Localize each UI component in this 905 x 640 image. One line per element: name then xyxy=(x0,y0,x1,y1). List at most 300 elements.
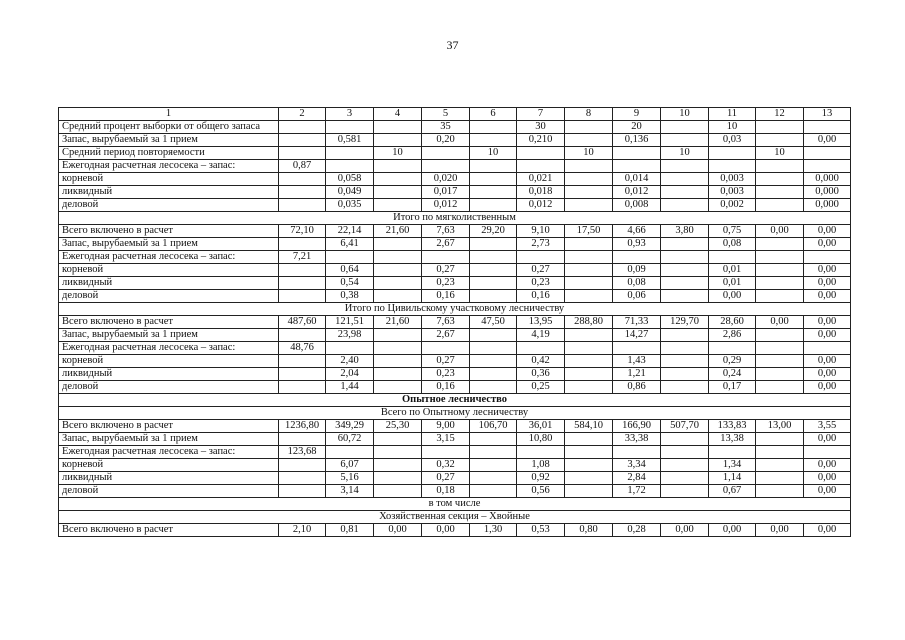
table-cell: 1236,80 xyxy=(279,420,326,433)
table-cell xyxy=(565,355,613,368)
table-cell: 0,00 xyxy=(804,264,851,277)
table-cell xyxy=(374,173,422,186)
table-cell: 0,00 xyxy=(756,524,804,537)
table-row xyxy=(59,368,851,381)
row-label: Ежегодная расчетная лесосека – запас: xyxy=(59,160,279,173)
row-label: Запас, вырубаемый за 1 прием xyxy=(59,134,279,147)
table-cell: 0,003 xyxy=(709,186,756,199)
table-cell xyxy=(374,121,422,134)
table-cell xyxy=(374,485,422,498)
table-cell xyxy=(374,199,422,212)
table-cell: 0,00 xyxy=(804,134,851,147)
table-cell: 6,07 xyxy=(326,459,374,472)
table-row xyxy=(59,316,851,329)
table-cell xyxy=(709,251,756,264)
table-cell: 10 xyxy=(565,147,613,160)
table-cell xyxy=(565,459,613,472)
table-cell xyxy=(422,147,470,160)
table-cell xyxy=(613,251,661,264)
table-cell: 13,95 xyxy=(517,316,565,329)
table-cell: 0,75 xyxy=(709,225,756,238)
forest-data-table xyxy=(58,107,851,537)
table-cell: 0,00 xyxy=(804,329,851,342)
table-cell xyxy=(565,121,613,134)
row-label: Ежегодная расчетная лесосека – запас: xyxy=(59,251,279,264)
row-label: корневой xyxy=(59,355,279,368)
table-cell: 0,16 xyxy=(517,290,565,303)
table-cell: 10 xyxy=(661,147,709,160)
table-cell: 0,01 xyxy=(709,277,756,290)
table-row xyxy=(59,238,851,251)
table-cell xyxy=(804,446,851,459)
section-title: Хозяйственная секция – Хвойные xyxy=(59,511,851,524)
table-cell: 2,10 xyxy=(279,524,326,537)
table-cell: 0,136 xyxy=(613,134,661,147)
row-label: корневой xyxy=(59,173,279,186)
table-row xyxy=(59,446,851,459)
table-cell xyxy=(470,238,517,251)
table-cell xyxy=(709,147,756,160)
table-row xyxy=(59,420,851,433)
table-cell: 0,03 xyxy=(709,134,756,147)
table-cell: 0,81 xyxy=(326,524,374,537)
table-cell: 0,00 xyxy=(804,524,851,537)
table-cell xyxy=(565,290,613,303)
table-cell xyxy=(470,251,517,264)
table-cell xyxy=(804,251,851,264)
column-number-header: 13 xyxy=(804,108,851,121)
table-cell xyxy=(565,251,613,264)
table-cell: 13,00 xyxy=(756,420,804,433)
table-cell: 0,93 xyxy=(613,238,661,251)
table-cell xyxy=(804,147,851,160)
table-cell xyxy=(517,446,565,459)
table-cell: 288,80 xyxy=(565,316,613,329)
table-cell xyxy=(279,290,326,303)
table-cell: 0,000 xyxy=(804,186,851,199)
row-label: деловой xyxy=(59,199,279,212)
table-cell xyxy=(661,446,709,459)
table-cell: 0,00 xyxy=(804,381,851,394)
table-cell xyxy=(661,121,709,134)
table-cell: 584,10 xyxy=(565,420,613,433)
table-cell: 133,83 xyxy=(709,420,756,433)
table-cell: 0,00 xyxy=(804,316,851,329)
section-title: Итого по мягколиственным xyxy=(59,212,851,225)
table-cell: 0,00 xyxy=(804,225,851,238)
row-label: Ежегодная расчетная лесосека – запас: xyxy=(59,446,279,459)
table-cell xyxy=(756,355,804,368)
table-cell xyxy=(374,186,422,199)
table-cell xyxy=(565,433,613,446)
table-cell: 0,16 xyxy=(422,290,470,303)
table-cell: 0,00 xyxy=(709,290,756,303)
table-cell: 2,40 xyxy=(326,355,374,368)
table-cell xyxy=(661,368,709,381)
table-cell: 3,14 xyxy=(326,485,374,498)
table-cell: 0,049 xyxy=(326,186,374,199)
table-cell xyxy=(422,160,470,173)
table-cell: 0,29 xyxy=(709,355,756,368)
table-cell xyxy=(470,186,517,199)
table-cell: 36,01 xyxy=(517,420,565,433)
table-row xyxy=(59,225,851,238)
table-cell: 1,14 xyxy=(709,472,756,485)
table-cell xyxy=(565,381,613,394)
table-cell xyxy=(565,186,613,199)
table-cell: 349,29 xyxy=(326,420,374,433)
table-cell: 22,14 xyxy=(326,225,374,238)
table-cell: 0,00 xyxy=(804,459,851,472)
column-number-header: 6 xyxy=(470,108,517,121)
table-cell: 0,23 xyxy=(517,277,565,290)
table-cell: 0,32 xyxy=(422,459,470,472)
table-cell xyxy=(470,160,517,173)
table-cell xyxy=(565,199,613,212)
table-cell: 121,51 xyxy=(326,316,374,329)
table-cell xyxy=(709,446,756,459)
table-row xyxy=(59,290,851,303)
table-cell xyxy=(756,186,804,199)
table-cell: 0,581 xyxy=(326,134,374,147)
table-cell: 129,70 xyxy=(661,316,709,329)
column-number-header: 9 xyxy=(613,108,661,121)
table-cell xyxy=(279,485,326,498)
table-cell: 0,56 xyxy=(517,485,565,498)
table-cell xyxy=(756,485,804,498)
section-row xyxy=(59,394,851,407)
row-label: корневой xyxy=(59,459,279,472)
table-row xyxy=(59,472,851,485)
row-label: ликвидный xyxy=(59,472,279,485)
table-cell xyxy=(470,199,517,212)
table-cell: 1,30 xyxy=(470,524,517,537)
table-cell xyxy=(374,290,422,303)
table-cell xyxy=(470,277,517,290)
section-row xyxy=(59,407,851,420)
table-cell: 35 xyxy=(422,121,470,134)
table-cell: 2,86 xyxy=(709,329,756,342)
table-cell: 21,60 xyxy=(374,225,422,238)
table-cell xyxy=(470,433,517,446)
column-number-header: 2 xyxy=(279,108,326,121)
table-cell xyxy=(565,368,613,381)
table-cell: 0,00 xyxy=(756,316,804,329)
table-row xyxy=(59,342,851,355)
table-cell: 1,34 xyxy=(709,459,756,472)
table-cell xyxy=(279,277,326,290)
table-cell xyxy=(661,433,709,446)
column-number-header: 11 xyxy=(709,108,756,121)
table-cell xyxy=(279,381,326,394)
table-cell xyxy=(279,264,326,277)
table-cell xyxy=(374,368,422,381)
table-cell xyxy=(374,251,422,264)
table-cell xyxy=(279,329,326,342)
row-label: деловой xyxy=(59,381,279,394)
table-cell xyxy=(326,121,374,134)
table-cell: 7,63 xyxy=(422,316,470,329)
column-number-header: 7 xyxy=(517,108,565,121)
table-cell: 0,00 xyxy=(804,472,851,485)
table-cell: 0,24 xyxy=(709,368,756,381)
table-cell: 72,10 xyxy=(279,225,326,238)
table-cell xyxy=(279,459,326,472)
table-cell: 0,012 xyxy=(613,186,661,199)
table-cell: 2,84 xyxy=(613,472,661,485)
table-cell xyxy=(565,277,613,290)
table-cell: 0,27 xyxy=(517,264,565,277)
table-cell xyxy=(279,472,326,485)
table-cell xyxy=(661,277,709,290)
section-row xyxy=(59,303,851,316)
table-cell: 4,66 xyxy=(613,225,661,238)
section-title: Итого по Цивильскому участковому лесничеству xyxy=(59,303,851,316)
table-header-row xyxy=(59,108,851,121)
table-cell xyxy=(374,472,422,485)
table-row xyxy=(59,459,851,472)
table-cell: 0,28 xyxy=(613,524,661,537)
table-cell xyxy=(661,134,709,147)
table-cell xyxy=(613,147,661,160)
table-cell: 0,38 xyxy=(326,290,374,303)
table-cell: 0,00 xyxy=(804,485,851,498)
row-label: Всего включено в расчет xyxy=(59,524,279,537)
table-cell xyxy=(565,160,613,173)
table-cell: 0,00 xyxy=(804,290,851,303)
table-cell xyxy=(374,134,422,147)
table-cell: 0,27 xyxy=(422,472,470,485)
table-cell: 0,014 xyxy=(613,173,661,186)
table-cell xyxy=(470,134,517,147)
row-label: деловой xyxy=(59,290,279,303)
table-cell: 0,09 xyxy=(613,264,661,277)
table-cell: 0,80 xyxy=(565,524,613,537)
table-cell xyxy=(374,160,422,173)
row-label: ликвидный xyxy=(59,186,279,199)
table-body xyxy=(59,108,851,537)
table-cell xyxy=(565,446,613,459)
table-cell: 0,00 xyxy=(804,433,851,446)
row-label: Всего включено в расчет xyxy=(59,316,279,329)
table-cell xyxy=(661,238,709,251)
table-cell: 14,27 xyxy=(613,329,661,342)
row-label: ликвидный xyxy=(59,277,279,290)
table-cell xyxy=(613,446,661,459)
table-cell xyxy=(279,147,326,160)
table-cell xyxy=(374,446,422,459)
table-cell xyxy=(661,472,709,485)
table-cell xyxy=(374,238,422,251)
table-cell xyxy=(661,342,709,355)
table-cell: 10 xyxy=(756,147,804,160)
table-cell: 0,012 xyxy=(517,199,565,212)
table-cell: 7,63 xyxy=(422,225,470,238)
section-row xyxy=(59,212,851,225)
column-number-header: 4 xyxy=(374,108,422,121)
table-cell: 0,92 xyxy=(517,472,565,485)
table-cell xyxy=(470,173,517,186)
row-label: ликвидный xyxy=(59,368,279,381)
table-cell xyxy=(661,355,709,368)
table-cell xyxy=(661,485,709,498)
table-row xyxy=(59,485,851,498)
table-cell: 0,53 xyxy=(517,524,565,537)
table-cell: 0,06 xyxy=(613,290,661,303)
table-cell xyxy=(470,381,517,394)
table-cell xyxy=(661,251,709,264)
table-cell: 0,012 xyxy=(422,199,470,212)
table-cell xyxy=(517,342,565,355)
table-cell xyxy=(422,251,470,264)
table-cell xyxy=(756,381,804,394)
column-number-header: 12 xyxy=(756,108,804,121)
table-cell xyxy=(565,134,613,147)
table-cell: 10 xyxy=(374,147,422,160)
table-cell xyxy=(326,342,374,355)
table-cell: 9,10 xyxy=(517,225,565,238)
table-cell xyxy=(613,342,661,355)
table-cell xyxy=(279,173,326,186)
table-cell xyxy=(613,160,661,173)
table-cell: 71,33 xyxy=(613,316,661,329)
table-cell: 2,04 xyxy=(326,368,374,381)
table-cell xyxy=(661,186,709,199)
table-cell xyxy=(470,290,517,303)
table-cell: 0,01 xyxy=(709,264,756,277)
table-cell: 0,25 xyxy=(517,381,565,394)
table-cell xyxy=(279,134,326,147)
table-cell: 166,90 xyxy=(613,420,661,433)
table-row xyxy=(59,524,851,537)
table-cell: 507,70 xyxy=(661,420,709,433)
table-cell: 23,98 xyxy=(326,329,374,342)
table-cell: 4,19 xyxy=(517,329,565,342)
table-cell: 3,80 xyxy=(661,225,709,238)
table-cell: 21,60 xyxy=(374,316,422,329)
table-cell xyxy=(374,342,422,355)
table-cell xyxy=(279,433,326,446)
table-cell xyxy=(661,160,709,173)
page-number: 37 xyxy=(446,38,459,52)
table-cell: 30 xyxy=(517,121,565,134)
table-row xyxy=(59,277,851,290)
row-label: Запас, вырубаемый за 1 прием xyxy=(59,433,279,446)
table-cell xyxy=(422,342,470,355)
table-cell: 0,017 xyxy=(422,186,470,199)
table-cell: 48,76 xyxy=(279,342,326,355)
row-label: Запас, вырубаемый за 1 прием xyxy=(59,329,279,342)
table-cell xyxy=(756,160,804,173)
table-cell: 1,72 xyxy=(613,485,661,498)
table-cell xyxy=(279,199,326,212)
table-row xyxy=(59,173,851,186)
table-cell: 0,002 xyxy=(709,199,756,212)
table-cell: 0,27 xyxy=(422,355,470,368)
table-row xyxy=(59,433,851,446)
table-cell: 0,020 xyxy=(422,173,470,186)
table-row xyxy=(59,264,851,277)
table-cell xyxy=(326,160,374,173)
column-number-header: 1 xyxy=(59,108,279,121)
table-cell xyxy=(661,329,709,342)
table-cell xyxy=(756,173,804,186)
table-cell xyxy=(661,381,709,394)
table-cell: 0,00 xyxy=(756,225,804,238)
table-cell xyxy=(470,342,517,355)
table-cell: 3,55 xyxy=(804,420,851,433)
table-cell xyxy=(756,199,804,212)
table-cell xyxy=(470,264,517,277)
table-cell xyxy=(565,173,613,186)
table-cell xyxy=(374,264,422,277)
table-cell xyxy=(661,290,709,303)
table-cell xyxy=(374,381,422,394)
table-cell: 13,38 xyxy=(709,433,756,446)
table-cell: 7,21 xyxy=(279,251,326,264)
table-cell xyxy=(756,121,804,134)
table-cell: 10 xyxy=(470,147,517,160)
table-cell xyxy=(374,277,422,290)
table-cell: 10,80 xyxy=(517,433,565,446)
table-cell xyxy=(374,459,422,472)
table-cell xyxy=(756,134,804,147)
table-cell xyxy=(279,355,326,368)
table-cell: 0,87 xyxy=(279,160,326,173)
table-cell xyxy=(756,472,804,485)
table-cell: 0,00 xyxy=(661,524,709,537)
column-number-header: 3 xyxy=(326,108,374,121)
table-cell: 2,67 xyxy=(422,238,470,251)
table-cell: 60,72 xyxy=(326,433,374,446)
table-cell: 6,41 xyxy=(326,238,374,251)
table-cell: 0,000 xyxy=(804,199,851,212)
table-cell: 1,21 xyxy=(613,368,661,381)
table-cell xyxy=(756,459,804,472)
column-number-header: 5 xyxy=(422,108,470,121)
table-row xyxy=(59,251,851,264)
table-cell xyxy=(565,485,613,498)
table-cell xyxy=(756,433,804,446)
table-cell: 0,210 xyxy=(517,134,565,147)
table-row xyxy=(59,121,851,134)
table-cell xyxy=(279,121,326,134)
table-cell: 0,00 xyxy=(804,238,851,251)
table-cell: 3,34 xyxy=(613,459,661,472)
table-cell: 0,27 xyxy=(422,264,470,277)
table-cell: 0,058 xyxy=(326,173,374,186)
table-cell xyxy=(374,355,422,368)
table-cell: 33,38 xyxy=(613,433,661,446)
table-cell xyxy=(565,238,613,251)
table-row xyxy=(59,381,851,394)
table-cell: 0,00 xyxy=(804,277,851,290)
table-cell: 0,021 xyxy=(517,173,565,186)
table-cell: 47,50 xyxy=(470,316,517,329)
table-cell xyxy=(756,264,804,277)
row-label: корневой xyxy=(59,264,279,277)
table-cell xyxy=(756,238,804,251)
table-cell xyxy=(517,251,565,264)
table-cell xyxy=(565,329,613,342)
section-title: Всего по Опытному лесничеству xyxy=(59,407,851,420)
table-cell: 0,008 xyxy=(613,199,661,212)
table-cell: 20 xyxy=(613,121,661,134)
table-cell xyxy=(517,147,565,160)
table-cell xyxy=(756,290,804,303)
table-cell: 1,43 xyxy=(613,355,661,368)
table-cell xyxy=(374,433,422,446)
